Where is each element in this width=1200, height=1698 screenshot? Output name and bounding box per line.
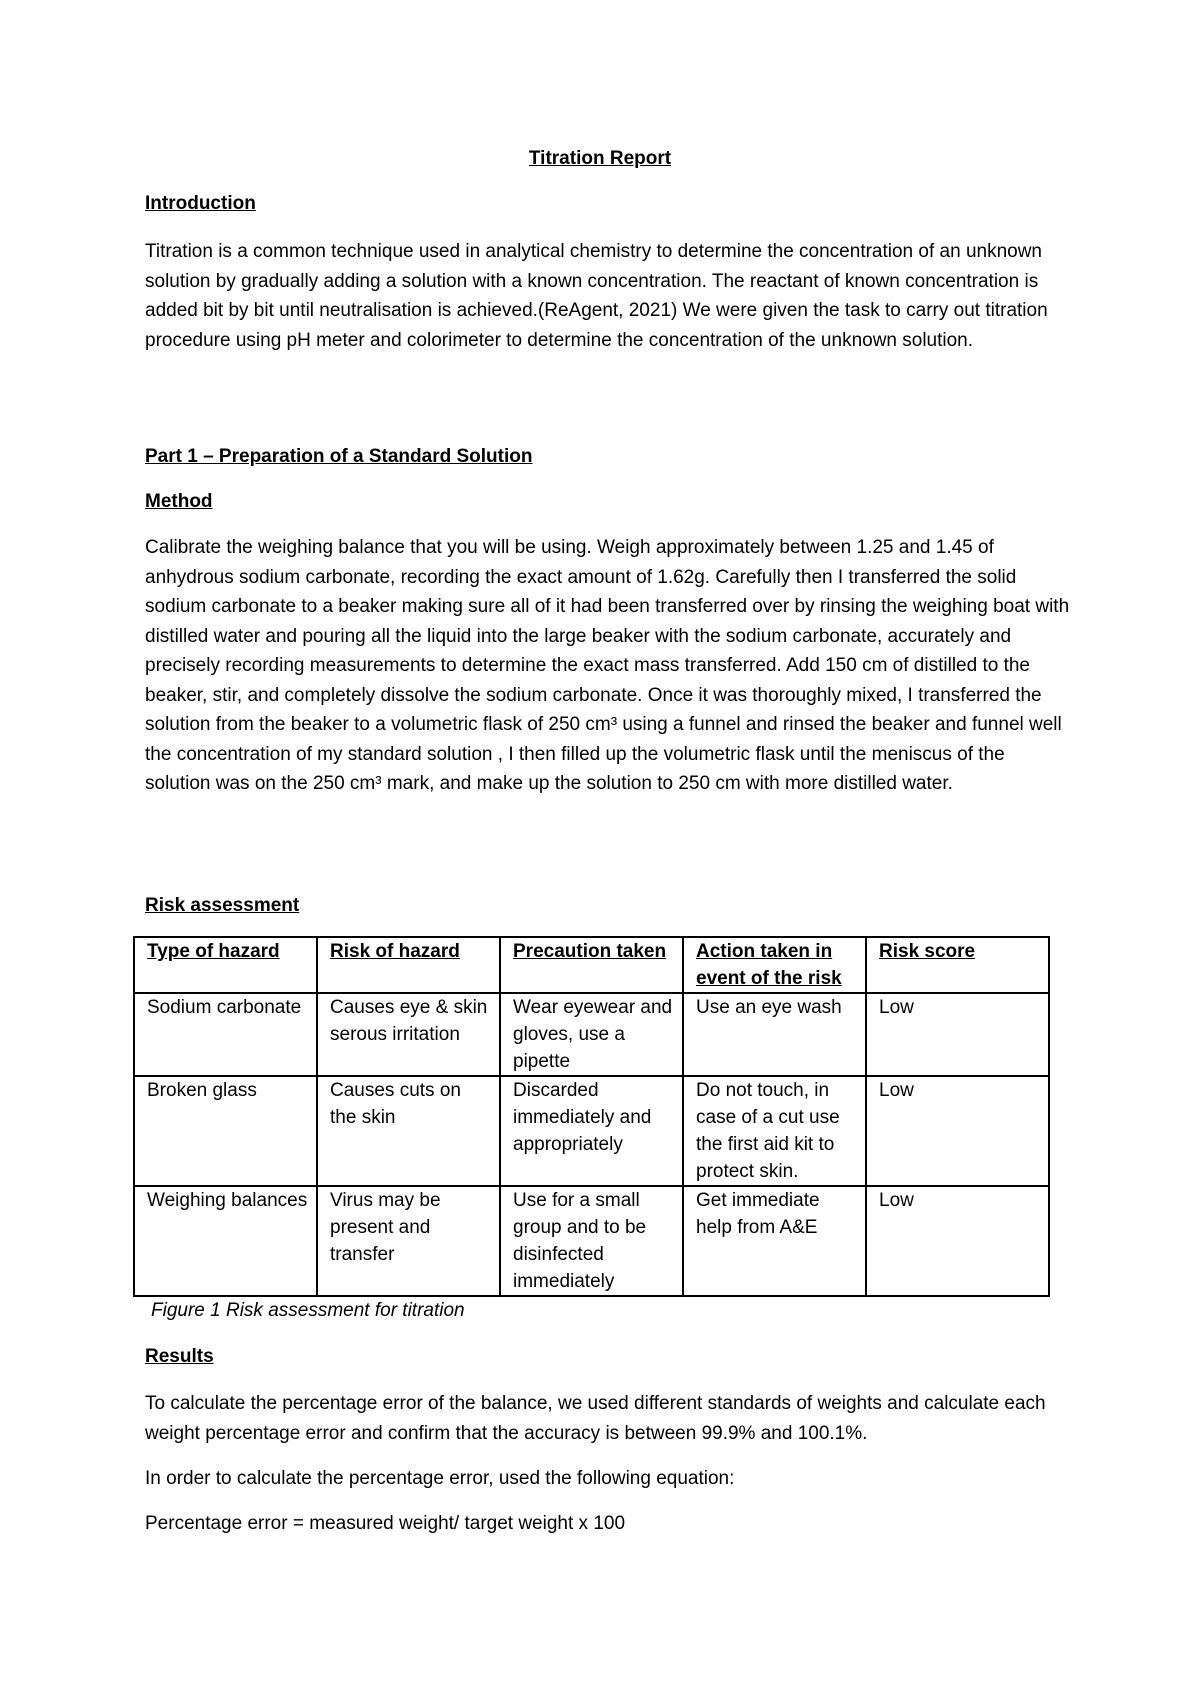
document-title: Titration Report [528,148,672,169]
column-header-risk-of-hazard: Risk of hazard [317,937,500,993]
risk-assessment-heading: Risk assessment [145,895,300,916]
column-header-precaution-taken: Precaution taken [500,937,683,993]
table-cell: Do not touch, in case of a cut use the first aid kit to protect skin. [683,1076,866,1186]
column-header-action-taken: Action taken in event of the risk [683,937,866,993]
method-paragraph: Calibrate the weighing balance that you will be using. Weigh approximately between 1.25 and 1.45 of anhydrous sodium carbonate, recording the exact amount of 1.62g. Carefully then I transferred the solid sodium carbonate to a beaker making sure all of it had been transferred over by rinsing the weighing boat with distilled water and pouring all the liquid into the large beaker with the sodium carbonate, accurately and precisely recording measurements to determine the exact mass transferred. Add 150 cm of distilled to the beaker, stir, and completely dissolve the sodium carbonate. Once it was thoroughly mixed, I transferred the solution from the beaker to a volumetric flask of 250 cm³ using a funnel and rinsed the beaker and funnel well the concentration of my standard solution , I then filled up the volumetric flask until the meniscus of the solution was on the 250 cm³ mark, and make up the solution to 250 cm with more distilled water. [145,537,1070,794]
table-cell: Causes eye & skin serous irritation [317,993,500,1076]
column-header-risk-score: Risk score [866,937,1049,993]
table-cell: Discarded immediately and appropriately [500,1076,683,1186]
table-cell: Wear eyewear and gloves, use a pipette [500,993,683,1076]
table-cell: Low [866,1076,1049,1186]
table-cell: Sodium carbonate [134,993,317,1076]
results-paragraph-2: In order to calculate the percentage error, used the following equation: [145,1468,735,1489]
table-row [134,1076,1049,1186]
table-caption: Figure 1 Risk assessment for titration [151,1300,465,1321]
table-cell: Weighing balances [134,1186,317,1296]
table-row [134,1186,1049,1296]
table-cell: Use for a small group and to be disinfected immediately [500,1186,683,1296]
introduction-paragraph: Titration is a common technique used in analytical chemistry to determine the concentration of an unknown solution by gradually adding a solution with a known concentration. The reactant of known concentration is added bit by bit until neutralisation is achieved.(ReAgent, 2021) We were given the task to carry out titration procedure using pH meter and colorimeter to determine the concentration of the unknown solution. [145,241,1048,351]
table-cell: Low [866,1186,1049,1296]
table-row [134,993,1049,1076]
column-header-type-of-hazard: Type of hazard [134,937,317,993]
risk-assessment-table [133,936,1050,1297]
method-heading: Method [145,491,213,512]
table-cell: Virus may be present and transfer [317,1186,500,1296]
results-heading: Results [145,1346,214,1367]
table-cell: Broken glass [134,1076,317,1186]
percentage-error-equation: Percentage error = measured weight/ target weight x 100 [145,1513,626,1534]
table-header-row [134,937,1049,993]
table-cell: Use an eye wash [683,993,866,1076]
introduction-heading: Introduction [145,193,256,214]
table-cell: Low [866,993,1049,1076]
table-cell: Get immediate help from A&E [683,1186,866,1296]
part1-heading: Part 1 – Preparation of a Standard Solution [145,446,533,467]
results-paragraph-1: To calculate the percentage error of the balance, we used different standards of weights and calculate each weight percentage error and confirm that the accuracy is between 99.9% and 100.1%. [145,1393,1046,1444]
table-cell: Causes cuts on the skin [317,1076,500,1186]
